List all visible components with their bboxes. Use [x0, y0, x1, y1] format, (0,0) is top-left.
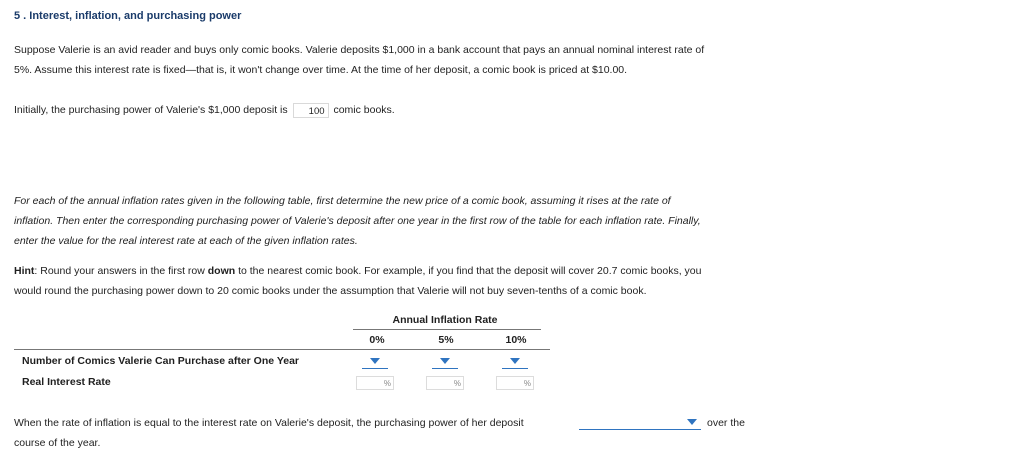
table-rule	[14, 349, 550, 350]
comics-dropdown-0[interactable]	[362, 356, 388, 370]
intro-line-1: Suppose Valerie is an avid reader and buys only comic books. Valerie deposits $1,000 in a bank account that pays an annual nominal interest rate of	[14, 44, 705, 56]
final-prefix: When the rate of inflation is equal to the interest rate on Valerie's deposit, the purchasing power of her deposit	[14, 417, 524, 429]
hint-line-1	[14, 261, 794, 281]
real-rate-input-0[interactable]	[356, 376, 394, 390]
table-header-rule	[353, 329, 541, 330]
instructions-line-1: For each of the annual inflation rates given in the following table, first determine the new price of a comic book, assuming it rises at the rate of	[14, 195, 671, 207]
dropdown-underline	[362, 368, 388, 369]
final-line-2: course of the year.	[14, 437, 101, 449]
real-rate-input-5[interactable]	[426, 376, 464, 390]
initial-prefix: Initially, the purchasing power of Valerie's $1,000 deposit is	[14, 104, 288, 116]
percent-unit: %	[453, 379, 461, 388]
real-rate-input-10[interactable]	[496, 376, 534, 390]
hint-text-a: : Round your answers in the first row	[34, 265, 208, 277]
dropdown-underline	[502, 368, 528, 369]
initial-suffix: comic books.	[333, 104, 395, 116]
hint-paragraph	[14, 261, 794, 301]
hint-label: Hint	[14, 265, 35, 277]
chevron-down-icon	[687, 419, 697, 425]
hint-line-2: would round the purchasing power down to 20 comic books under the assumption that Valerie will not buy seven-tenths of a comic book.	[14, 285, 647, 297]
chevron-down-icon	[440, 358, 450, 364]
purchasing-power-dropdown[interactable]	[579, 416, 701, 430]
instructions-line-2: inflation. Then enter the corresponding purchasing power of Valerie's deposit after one year in the first row of the table for each inflation rate. Finally,	[14, 215, 701, 227]
col-header-0: 0%	[369, 334, 385, 346]
intro-paragraph	[14, 40, 814, 80]
final-suffix: over the	[707, 417, 745, 429]
chevron-down-icon	[510, 358, 520, 364]
hint-text-b: to the nearest comic book. For example, if you find that the deposit will cover 20.7 comic books, you	[235, 265, 702, 277]
col-header-5: 5%	[438, 334, 454, 346]
percent-unit: %	[523, 379, 531, 388]
initial-value-field[interactable]: 100	[293, 103, 329, 118]
dropdown-underline	[579, 429, 701, 430]
row-label-real-rate: Real Interest Rate	[22, 376, 111, 388]
question-title: 5 . Interest, inflation, and purchasing power	[14, 10, 242, 22]
intro-line-2: 5%. Assume this interest rate is fixed—that is, it won't change over time. At the time of her deposit, a comic book is priced at $10.00.	[14, 64, 628, 76]
col-header-10: 10%	[505, 334, 527, 346]
chevron-down-icon	[370, 358, 380, 364]
dropdown-underline	[432, 368, 458, 369]
table-header: Annual Inflation Rate	[392, 314, 498, 326]
percent-unit: %	[383, 379, 391, 388]
hint-bold-down: down	[207, 265, 236, 277]
initial-purchasing-power	[14, 102, 395, 118]
comics-dropdown-10[interactable]	[502, 356, 528, 370]
instructions-paragraph	[14, 191, 814, 251]
instructions-line-3: enter the value for the real interest rate at each of the given inflation rates.	[14, 235, 358, 247]
comics-dropdown-5[interactable]	[432, 356, 458, 370]
row-label-comics: Number of Comics Valerie Can Purchase after One Year	[22, 355, 300, 367]
